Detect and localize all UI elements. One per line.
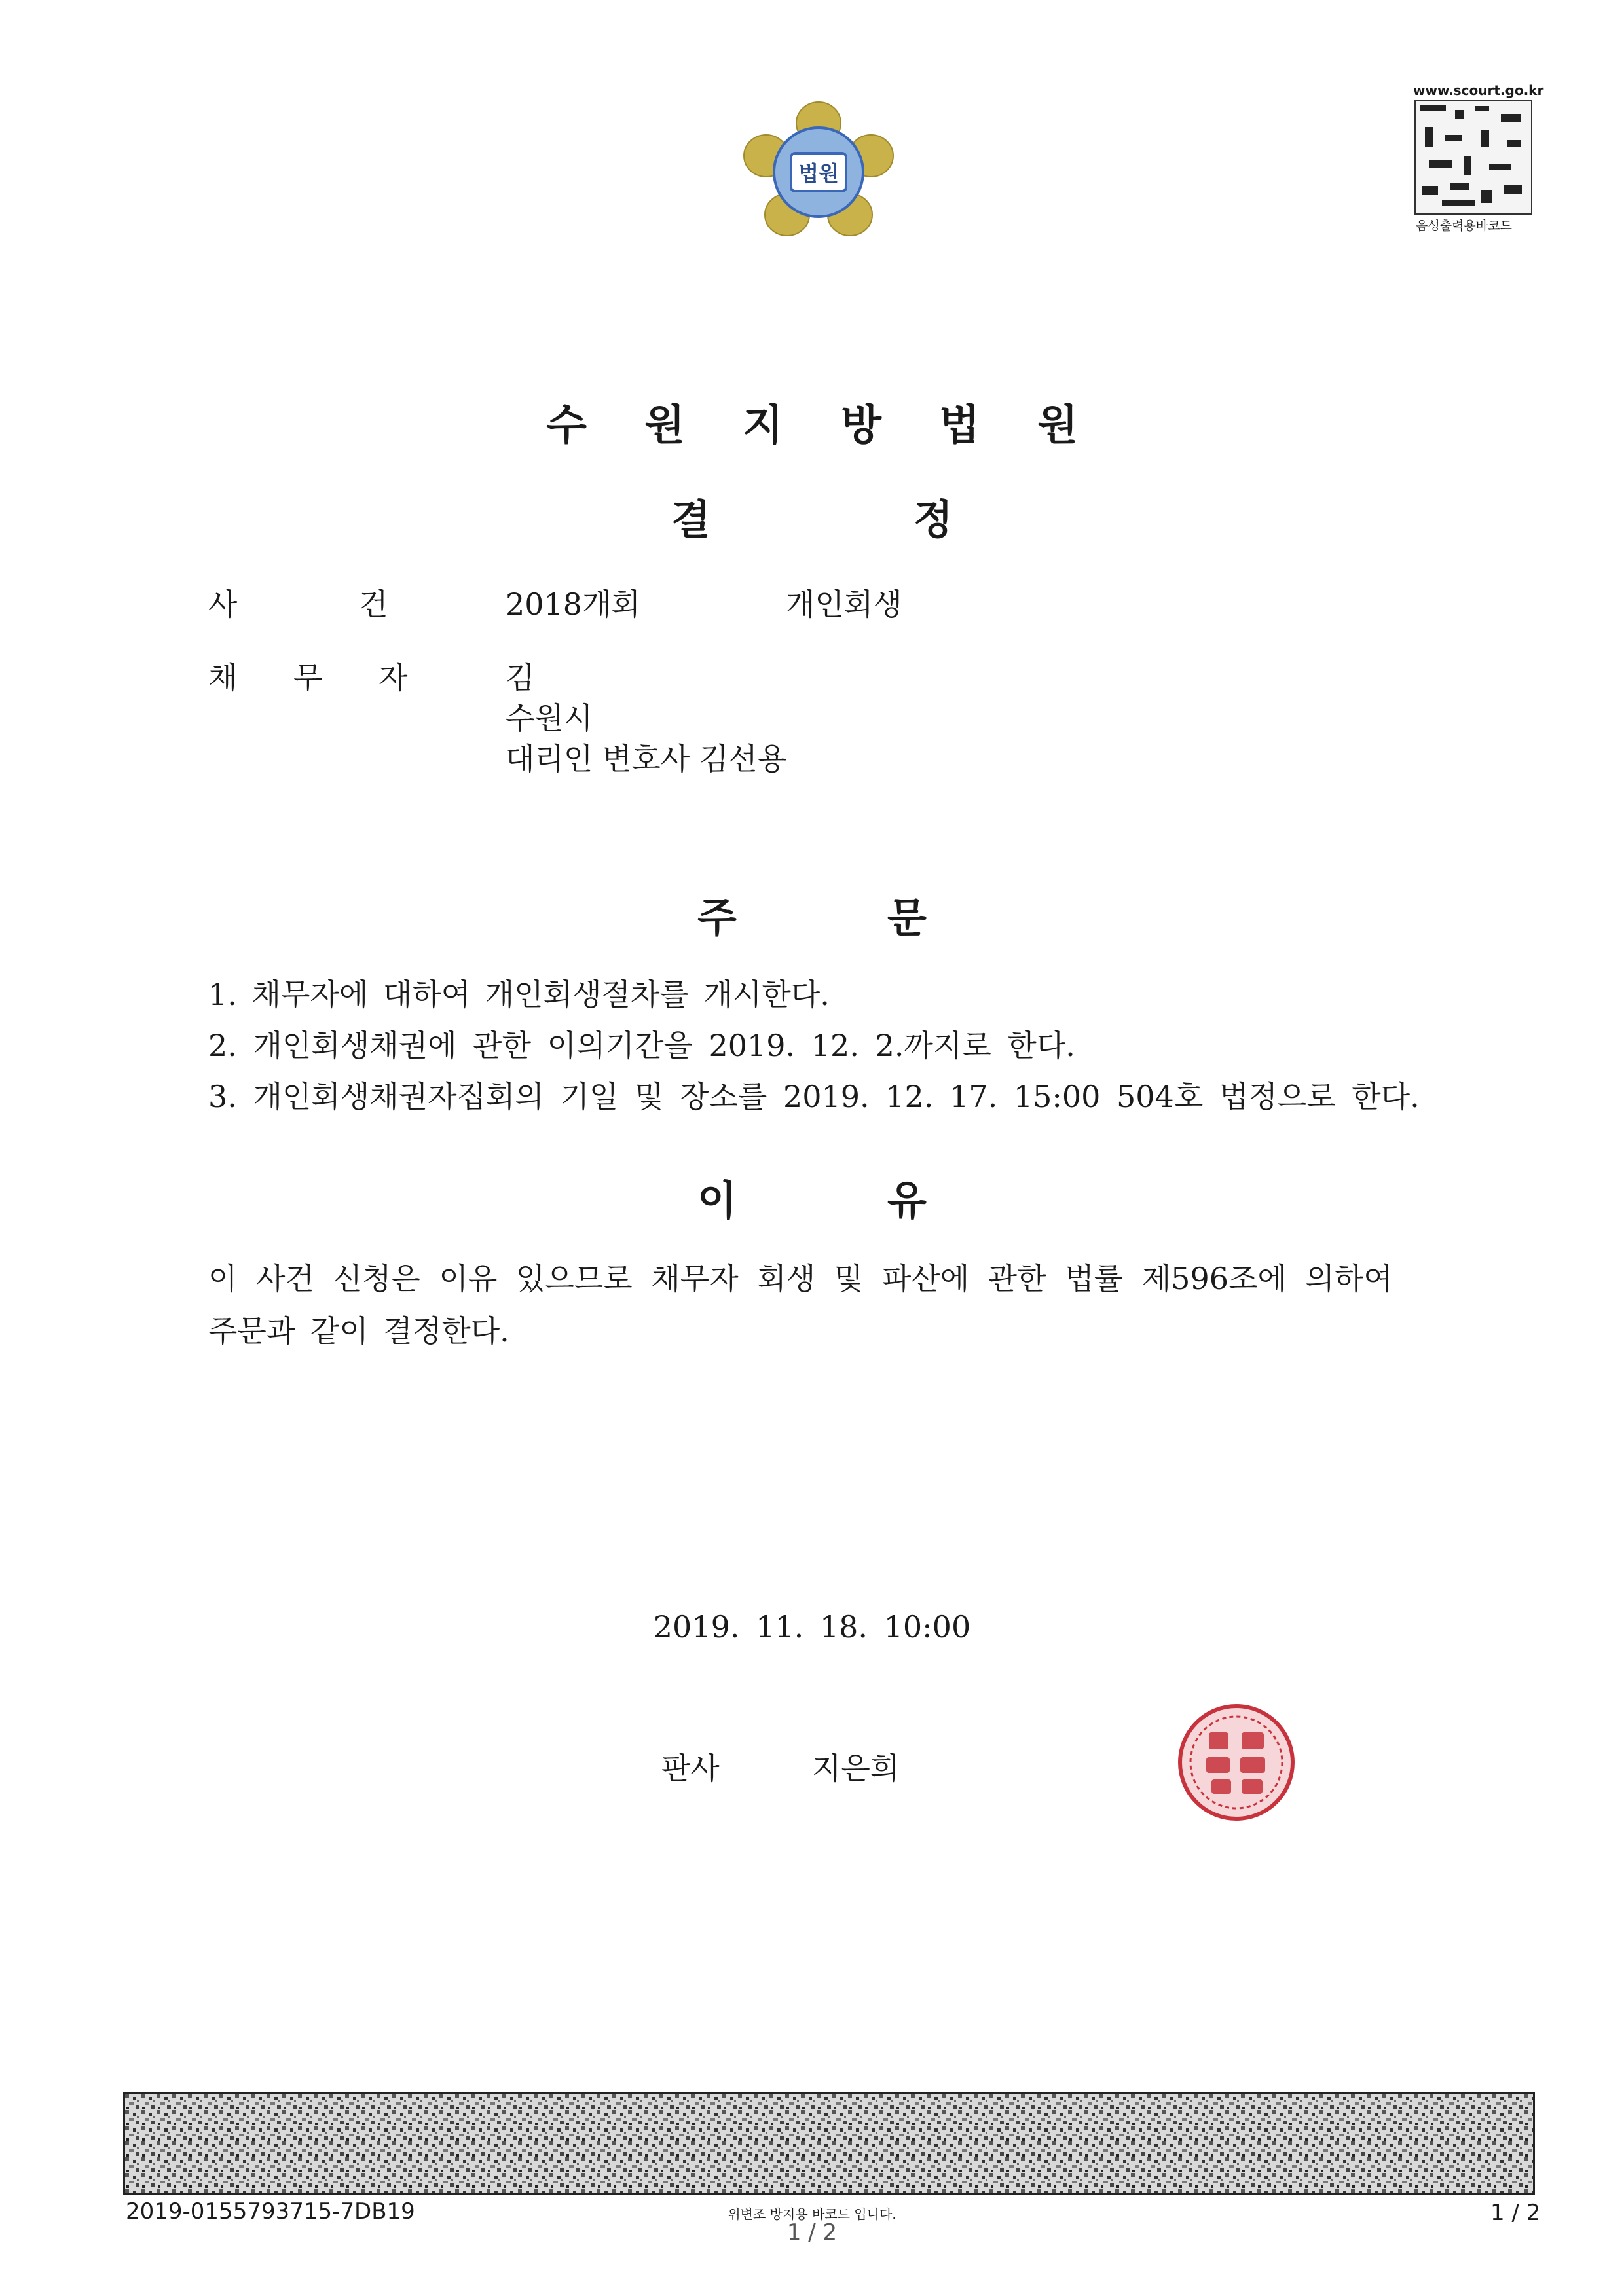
court-name-char: 지 bbox=[743, 401, 783, 450]
debtor-label bbox=[208, 660, 464, 695]
debtor-address: 수원시 bbox=[506, 701, 593, 736]
order-item: 2. 개인회생채권에 관한 이의기간을 2019. 12. 2.까지로 한다. bbox=[208, 1028, 1075, 1063]
reason-title-char: 유 bbox=[887, 1176, 927, 1224]
document-type-title bbox=[0, 487, 1624, 545]
debtor-label-char: 자 bbox=[378, 660, 408, 695]
court-name-char: 법 bbox=[939, 401, 980, 450]
anti-forgery-barcode bbox=[123, 2092, 1535, 2195]
order-title-char: 문 bbox=[887, 894, 927, 941]
case-label-char: 건 bbox=[359, 587, 388, 622]
audio-barcode bbox=[1414, 100, 1532, 215]
barcode-caption: 음성출력용바코드 bbox=[1416, 219, 1512, 233]
noise-pattern-icon bbox=[125, 2094, 1533, 2193]
qr-pattern-icon bbox=[1416, 101, 1531, 213]
debtor-representative: 대리인 변호사 김선용 bbox=[506, 741, 787, 776]
seal-text: 법원 bbox=[798, 161, 839, 186]
order-title-char: 주 bbox=[697, 894, 737, 941]
reason-title-char: 이 bbox=[697, 1176, 737, 1224]
reason-title bbox=[0, 1168, 1624, 1226]
case-number: 2018개회 bbox=[506, 587, 640, 622]
scourt-url: www.scourt.go.kr bbox=[1413, 82, 1544, 98]
order-item: 3. 개인회생채권자집회의 기일 및 장소를 2019. 12. 17. 15:00 504호 법정으로 한다. bbox=[208, 1079, 1420, 1114]
court-name-char: 수 bbox=[546, 401, 587, 450]
case-label-char: 사 bbox=[208, 587, 238, 622]
doc-type-char: 정 bbox=[913, 496, 953, 543]
document-code: 2019-0155793715-7DB19 bbox=[126, 2198, 415, 2225]
debtor-label-char: 채 bbox=[208, 660, 238, 695]
order-title bbox=[0, 885, 1624, 943]
judge-title: 판사 bbox=[661, 1751, 720, 1786]
page-number-center: 1 / 2 bbox=[786, 2219, 838, 2246]
doc-type-char: 결 bbox=[671, 496, 710, 543]
red-seal-icon bbox=[1176, 1702, 1297, 1823]
court-emblem-icon bbox=[740, 97, 897, 247]
decision-date: 2019. 11. 18. 10:00 bbox=[653, 1609, 971, 1645]
debtor-label-char: 무 bbox=[293, 660, 323, 695]
page-number-right: 1 / 2 bbox=[1490, 2200, 1541, 2226]
court-name-char: 원 bbox=[1037, 401, 1078, 450]
reason-line: 주문과 같이 결정한다. bbox=[208, 1313, 509, 1349]
court-name bbox=[0, 392, 1624, 452]
order-item: 1. 채무자에 대하여 개인회생절차를 개시한다. bbox=[208, 977, 830, 1012]
judge-seal bbox=[1176, 1702, 1297, 1823]
court-name-char: 방 bbox=[841, 401, 881, 450]
reason-line: 이 사건 신청은 이유 있으므로 채무자 회생 및 파산에 관한 법률 제596조에 의하여 bbox=[208, 1261, 1393, 1296]
debtor-name: 김 bbox=[506, 660, 535, 695]
case-type: 개인회생 bbox=[786, 587, 902, 622]
judge-name: 지은희 bbox=[812, 1751, 900, 1786]
anti-forgery-note: 위변조 방지용 바코드 입니다. bbox=[728, 2206, 896, 2222]
case-label bbox=[208, 587, 444, 622]
court-emblem bbox=[740, 97, 897, 247]
court-name-char: 원 bbox=[644, 401, 685, 450]
